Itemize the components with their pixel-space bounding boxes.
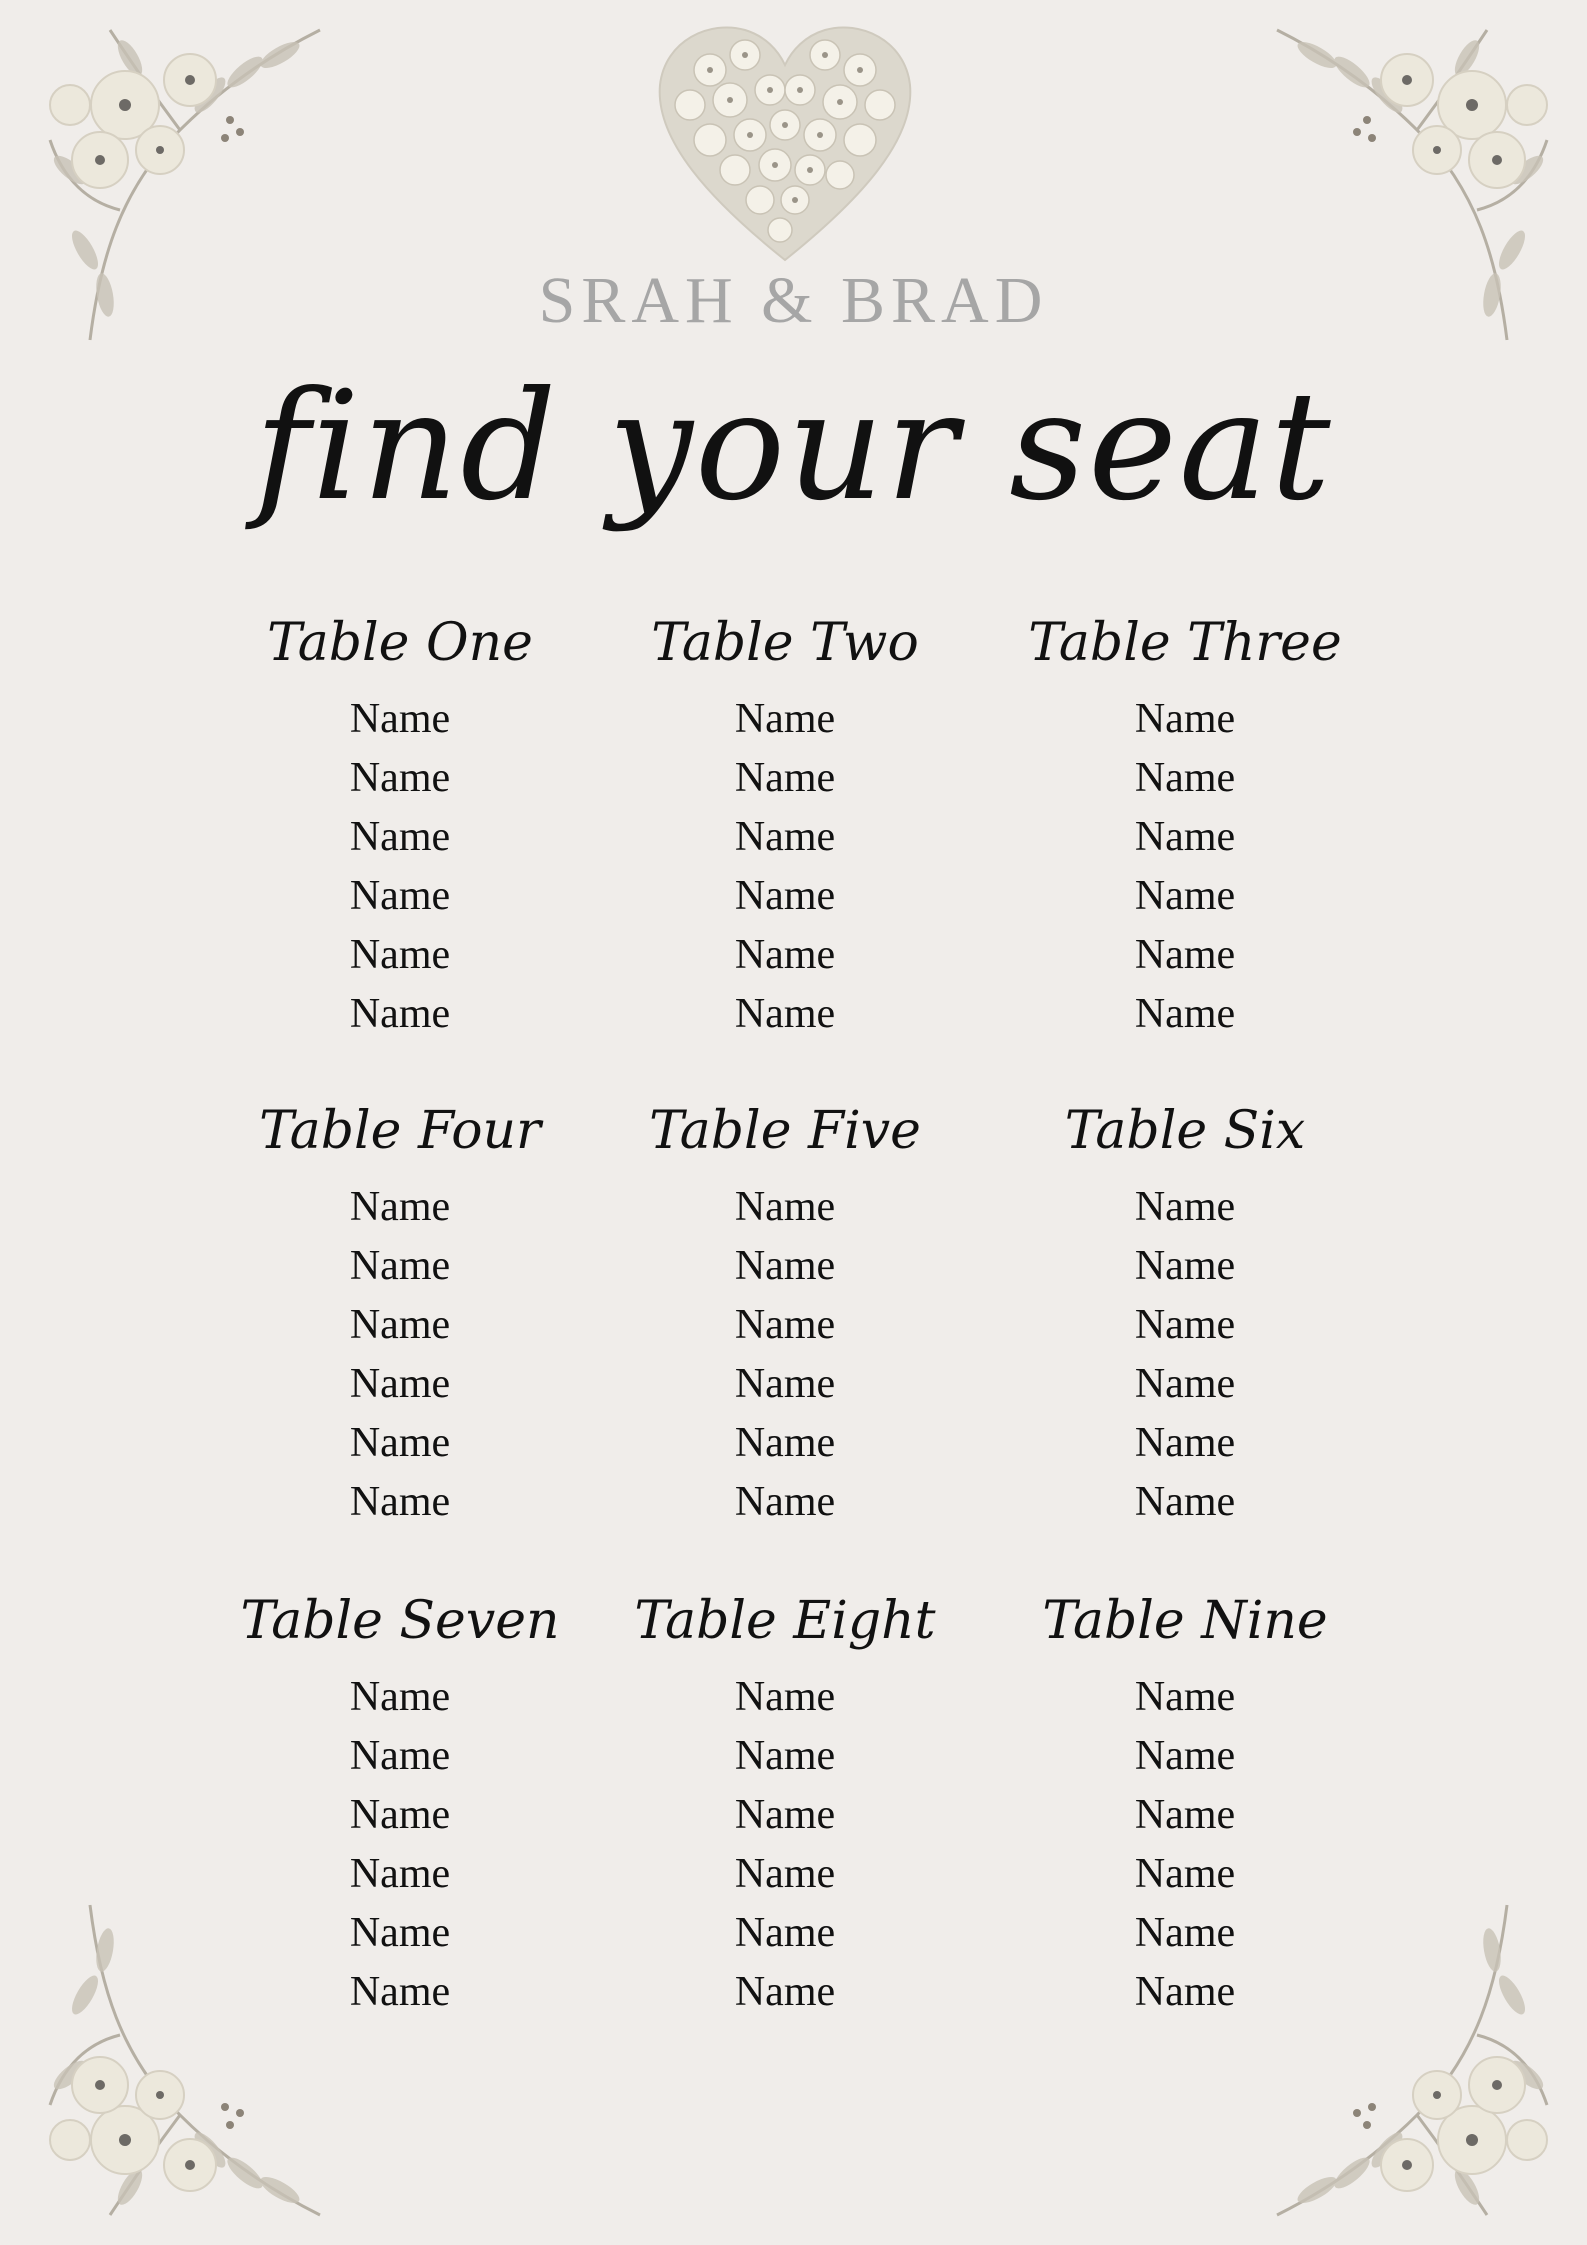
guest-name: Name [1134,1479,1236,1526]
guest-name: Name [734,814,836,861]
guest-name: Name [734,1969,836,2016]
guest-list [615,1178,955,1532]
guest-name: Name [1134,1851,1236,1898]
guest-name: Name [1134,814,1236,861]
guest-name: Name [1134,1302,1236,1349]
guest-name: Name [1134,1361,1236,1408]
couple-names: SRAH & BRAD [538,264,1049,337]
guest-name: Name [1134,1420,1236,1467]
guest-name: Name [1134,1733,1236,1780]
guest-name: Name [349,1243,451,1290]
table-block-four [230,1103,570,1532]
guest-name: Name [734,1733,836,1780]
table-title: Table Three [1028,613,1342,673]
guest-name: Name [734,873,836,920]
table-title: Table Five [649,1101,921,1161]
table-title: Table Eight [634,1591,936,1651]
table-block-two [615,615,955,1044]
guest-name: Name [349,873,451,920]
table-title: Table Seven [240,1591,560,1651]
table-block-one [230,615,570,1044]
guest-name: Name [734,696,836,743]
guest-list [230,1668,570,2022]
guest-name: Name [1134,1792,1236,1839]
guest-name: Name [349,932,451,979]
guest-name: Name [734,1792,836,1839]
guest-name: Name [734,755,836,802]
guest-name: Name [349,1851,451,1898]
table-block-seven [230,1593,570,2022]
guest-name: Name [349,1184,451,1231]
table-title: Table Nine [1042,1591,1328,1651]
guest-list [615,1668,955,2022]
table-title: Table Two [651,613,919,673]
guest-name: Name [734,1184,836,1231]
guest-name: Name [734,991,836,1038]
table-title: Table Six [1064,1101,1306,1161]
guest-name: Name [349,1302,451,1349]
guest-name: Name [1134,1969,1236,2016]
guest-name: Name [1134,1243,1236,1290]
guest-name: Name [1134,755,1236,802]
guest-name: Name [349,755,451,802]
guest-name: Name [349,1733,451,1780]
guest-name: Name [734,1674,836,1721]
guest-name: Name [1134,1674,1236,1721]
guest-name: Name [349,1969,451,2016]
guest-list [1015,1178,1355,1532]
guest-name: Name [1134,1184,1236,1231]
guest-name: Name [734,1851,836,1898]
guest-name: Name [734,1420,836,1467]
guest-name: Name [349,1420,451,1467]
guest-name: Name [349,1361,451,1408]
guest-name: Name [349,991,451,1038]
guest-list [1015,690,1355,1044]
guest-name: Name [349,1910,451,1957]
table-block-nine [1015,1593,1355,2022]
guest-name: Name [349,1479,451,1526]
page-title: find your seat [254,360,1333,534]
guest-name: Name [734,1479,836,1526]
guest-list [1015,1668,1355,2022]
guest-list [615,690,955,1044]
guest-list [230,1178,570,1532]
guest-name: Name [734,1243,836,1290]
table-title: Table One [267,613,533,673]
guest-name: Name [1134,1910,1236,1957]
guest-name: Name [1134,873,1236,920]
guest-name: Name [734,932,836,979]
table-block-six [1015,1103,1355,1532]
table-block-eight [615,1593,955,2022]
guest-name: Name [1134,932,1236,979]
table-title: Table Four [259,1101,541,1161]
guest-name: Name [1134,991,1236,1038]
guest-name: Name [734,1361,836,1408]
table-block-five [615,1103,955,1532]
guest-name: Name [349,696,451,743]
guest-name: Name [349,814,451,861]
guest-list [230,690,570,1044]
table-block-three [1015,615,1355,1044]
guest-name: Name [734,1910,836,1957]
flower-heart-icon [650,20,920,265]
guest-name: Name [349,1792,451,1839]
guest-name: Name [349,1674,451,1721]
guest-name: Name [734,1302,836,1349]
guest-name: Name [1134,696,1236,743]
